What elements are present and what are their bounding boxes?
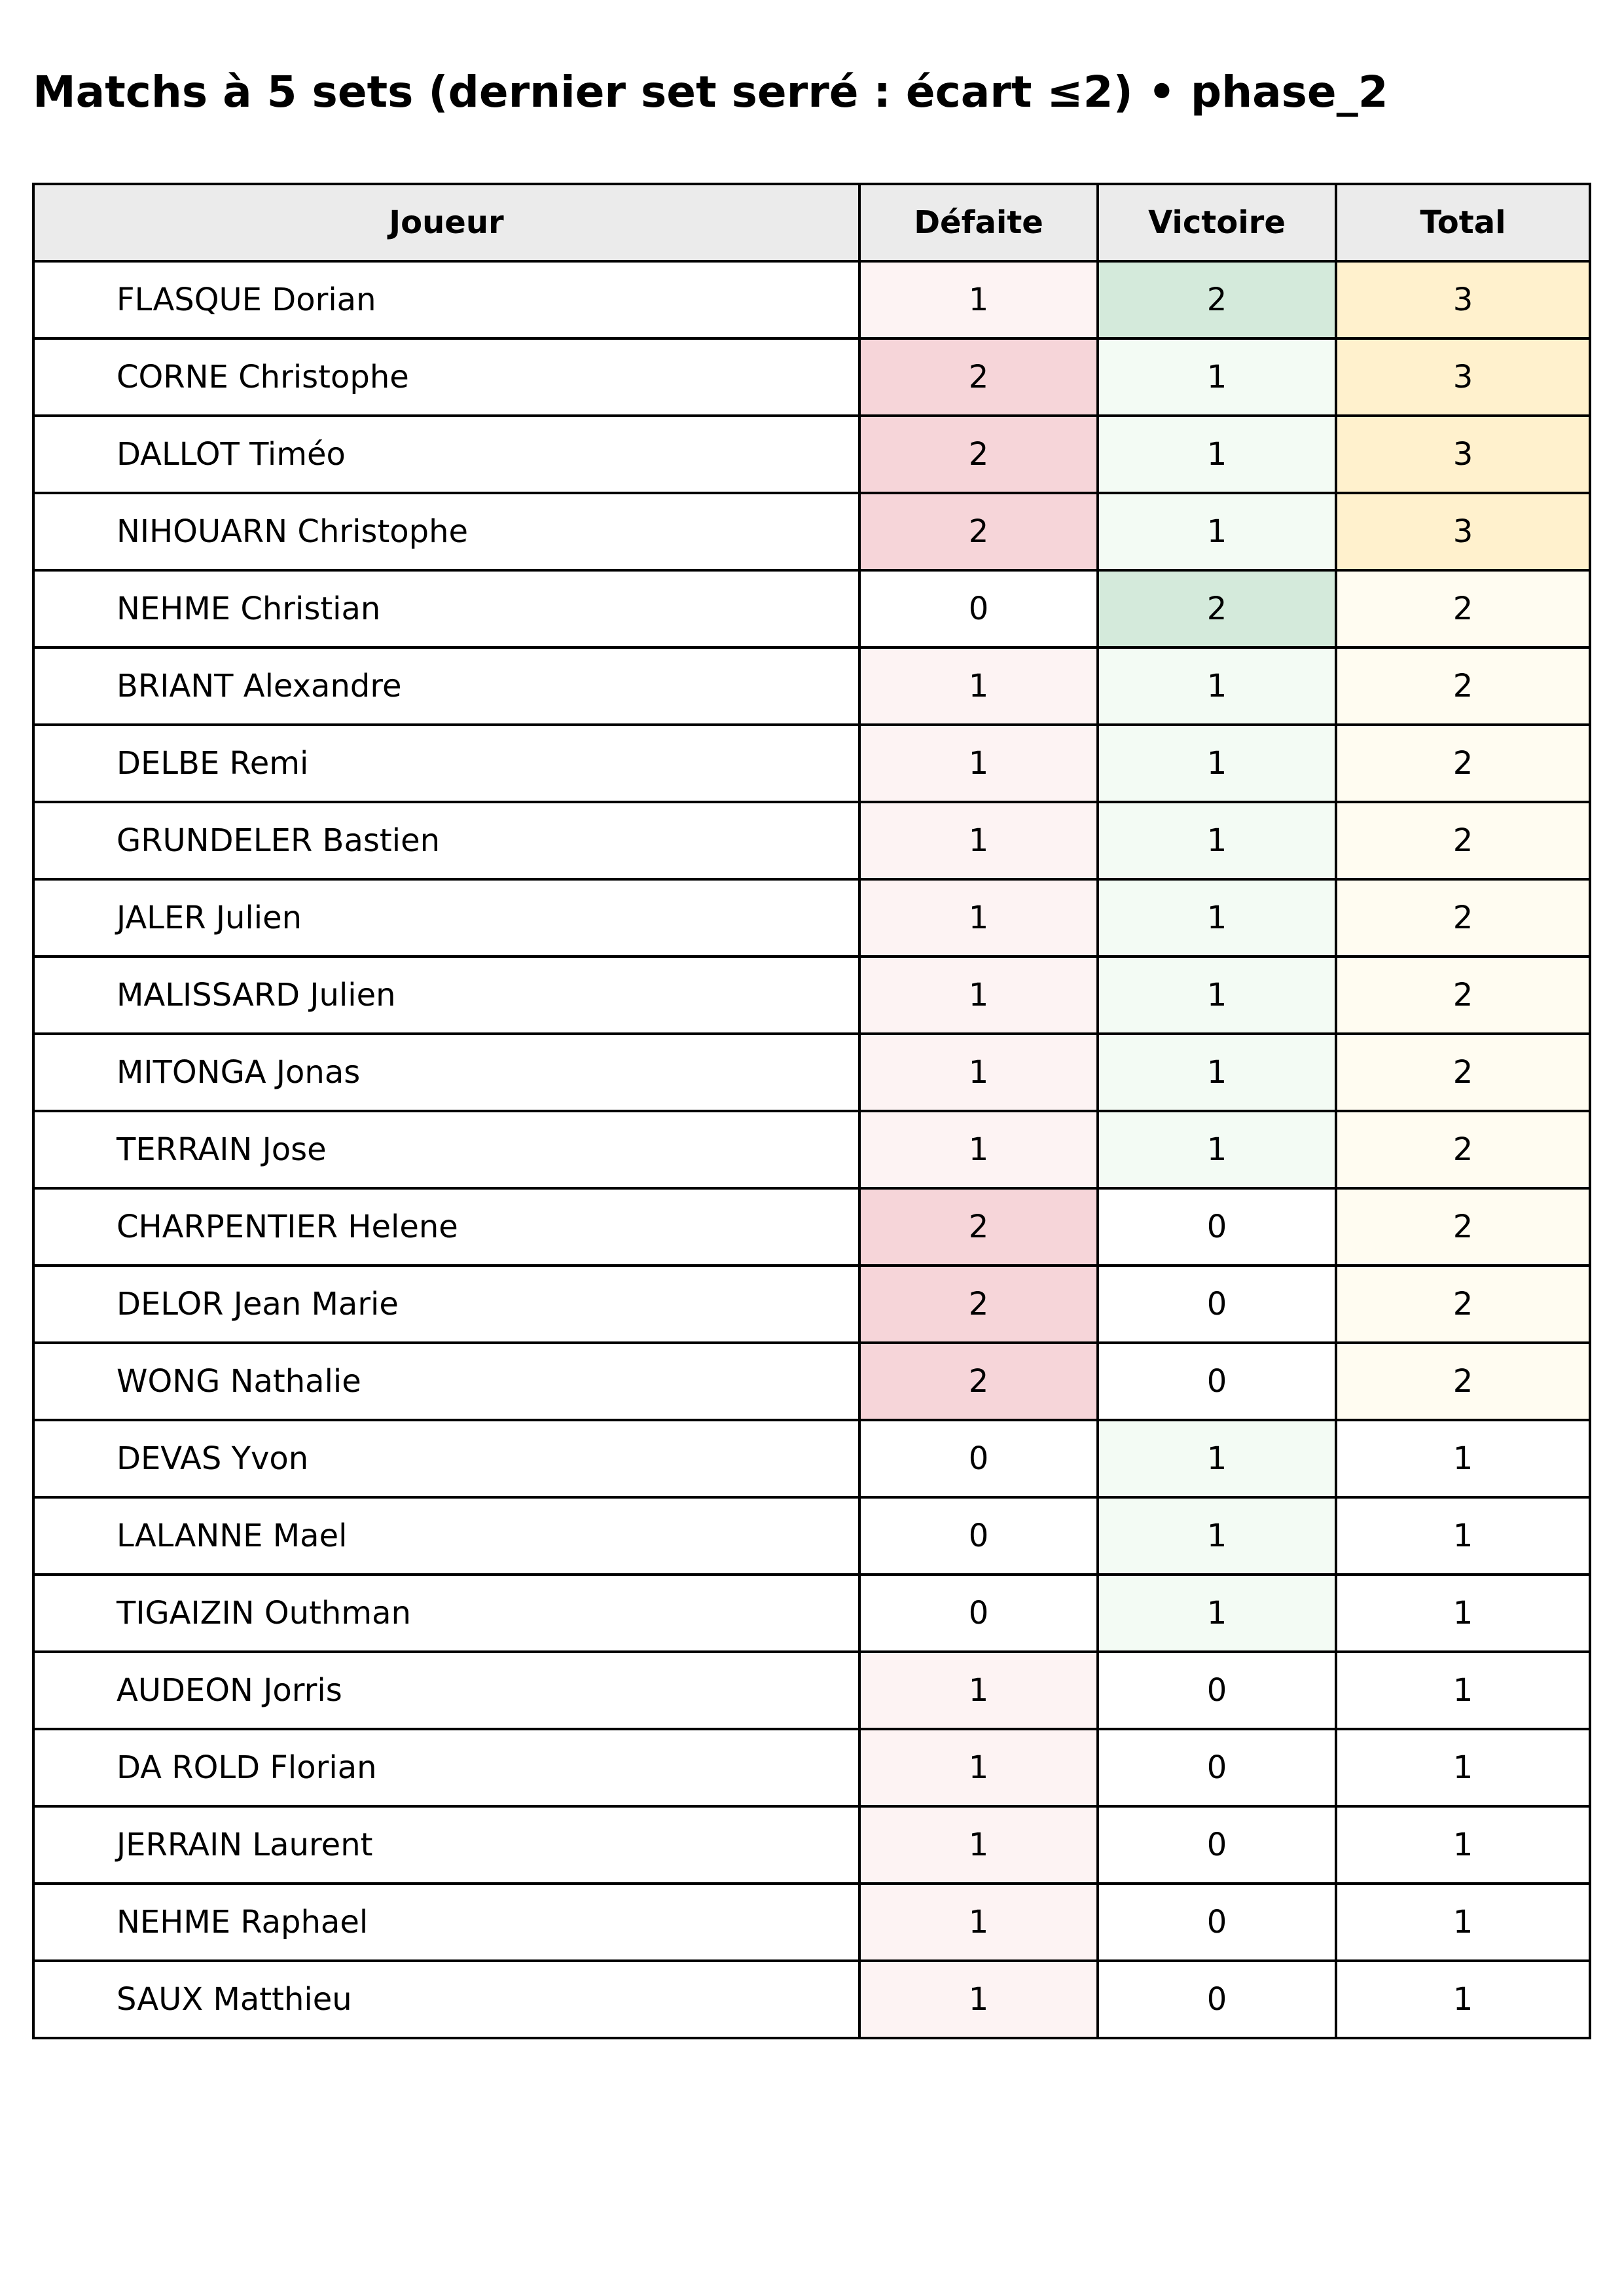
player-name-cell: AUDEON Jorris (33, 1652, 859, 1729)
player-name-cell: CORNE Christophe (33, 338, 859, 416)
results-table (32, 183, 1591, 2039)
table-row (33, 261, 1590, 338)
table-row (33, 957, 1590, 1034)
table-row (33, 1034, 1590, 1111)
table-row (33, 802, 1590, 879)
victory-cell: 0 (1098, 1188, 1336, 1266)
table-row (33, 1420, 1590, 1497)
player-name-cell: JALER Julien (33, 879, 859, 957)
victory-cell: 1 (1098, 1420, 1336, 1497)
table-row (33, 1961, 1590, 2038)
total-cell: 2 (1336, 1266, 1590, 1343)
table-row (33, 1111, 1590, 1188)
table-row (33, 647, 1590, 725)
player-name-cell: DEVAS Yvon (33, 1420, 859, 1497)
total-cell: 3 (1336, 338, 1590, 416)
defeat-cell: 1 (859, 802, 1098, 879)
defeat-cell: 1 (859, 1884, 1098, 1961)
total-cell: 2 (1336, 647, 1590, 725)
total-cell: 1 (1336, 1806, 1590, 1884)
defeat-cell: 1 (859, 1806, 1098, 1884)
table-row (33, 1266, 1590, 1343)
player-name-cell: CHARPENTIER Helene (33, 1188, 859, 1266)
total-cell: 2 (1336, 1034, 1590, 1111)
table-row (33, 1188, 1590, 1266)
defeat-cell: 1 (859, 647, 1098, 725)
victory-cell: 1 (1098, 1575, 1336, 1652)
defeat-cell: 2 (859, 1343, 1098, 1420)
table-row (33, 1729, 1590, 1806)
victory-cell: 1 (1098, 725, 1336, 802)
total-cell: 2 (1336, 879, 1590, 957)
defeat-cell: 1 (859, 879, 1098, 957)
total-cell: 2 (1336, 1111, 1590, 1188)
table-row (33, 1343, 1590, 1420)
victory-cell: 1 (1098, 1111, 1336, 1188)
table-row (33, 570, 1590, 647)
victory-cell: 1 (1098, 957, 1336, 1034)
victory-cell: 0 (1098, 1343, 1336, 1420)
total-cell: 1 (1336, 1420, 1590, 1497)
player-name-cell: NEHME Christian (33, 570, 859, 647)
page-title: Matchs à 5 sets (dernier set serré : écart ≤2) • phase_2 (33, 67, 1388, 117)
table-row (33, 416, 1590, 493)
player-name-cell: TIGAIZIN Outhman (33, 1575, 859, 1652)
victory-cell: 1 (1098, 338, 1336, 416)
player-name-cell: MALISSARD Julien (33, 957, 859, 1034)
defeat-cell: 1 (859, 1729, 1098, 1806)
player-name-cell: MITONGA Jonas (33, 1034, 859, 1111)
player-name-cell: DELOR Jean Marie (33, 1266, 859, 1343)
player-name-cell: NEHME Raphael (33, 1884, 859, 1961)
total-cell: 2 (1336, 802, 1590, 879)
total-cell: 1 (1336, 1729, 1590, 1806)
total-cell: 3 (1336, 261, 1590, 338)
defeat-cell: 1 (859, 957, 1098, 1034)
total-cell: 2 (1336, 1343, 1590, 1420)
table-row (33, 879, 1590, 957)
player-name-cell: DALLOT Timéo (33, 416, 859, 493)
player-name-cell: GRUNDELER Bastien (33, 802, 859, 879)
defeat-cell: 0 (859, 1420, 1098, 1497)
defeat-cell: 2 (859, 1266, 1098, 1343)
player-name-cell: TERRAIN Jose (33, 1111, 859, 1188)
defeat-cell: 2 (859, 416, 1098, 493)
player-name-cell: NIHOUARN Christophe (33, 493, 859, 570)
victory-cell: 2 (1098, 570, 1336, 647)
table-row (33, 338, 1590, 416)
table-row (33, 493, 1590, 570)
defeat-cell: 1 (859, 1652, 1098, 1729)
defeat-cell: 0 (859, 1575, 1098, 1652)
total-cell: 2 (1336, 725, 1590, 802)
victory-cell: 0 (1098, 1961, 1336, 2038)
victory-cell: 0 (1098, 1884, 1336, 1961)
total-cell: 1 (1336, 1961, 1590, 2038)
defeat-cell: 2 (859, 493, 1098, 570)
table-header-row (33, 184, 1590, 261)
victory-cell: 1 (1098, 493, 1336, 570)
player-name-cell: WONG Nathalie (33, 1343, 859, 1420)
column-header-victory: Victoire (1098, 184, 1336, 261)
total-cell: 3 (1336, 416, 1590, 493)
total-cell: 2 (1336, 570, 1590, 647)
victory-cell: 1 (1098, 802, 1336, 879)
player-name-cell: DA ROLD Florian (33, 1729, 859, 1806)
victory-cell: 2 (1098, 261, 1336, 338)
defeat-cell: 1 (859, 261, 1098, 338)
table-row (33, 1652, 1590, 1729)
victory-cell: 0 (1098, 1806, 1336, 1884)
defeat-cell: 0 (859, 570, 1098, 647)
victory-cell: 0 (1098, 1266, 1336, 1343)
player-name-cell: FLASQUE Dorian (33, 261, 859, 338)
table-row (33, 1884, 1590, 1961)
table-row (33, 1497, 1590, 1575)
victory-cell: 1 (1098, 879, 1336, 957)
table-row (33, 725, 1590, 802)
player-name-cell: JERRAIN Laurent (33, 1806, 859, 1884)
victory-cell: 1 (1098, 1034, 1336, 1111)
defeat-cell: 1 (859, 1034, 1098, 1111)
victory-cell: 1 (1098, 647, 1336, 725)
player-name-cell: DELBE Remi (33, 725, 859, 802)
total-cell: 1 (1336, 1497, 1590, 1575)
victory-cell: 1 (1098, 416, 1336, 493)
total-cell: 1 (1336, 1652, 1590, 1729)
defeat-cell: 0 (859, 1497, 1098, 1575)
table-body (33, 261, 1590, 2038)
table-row (33, 1806, 1590, 1884)
victory-cell: 1 (1098, 1497, 1336, 1575)
defeat-cell: 1 (859, 1961, 1098, 2038)
player-name-cell: BRIANT Alexandre (33, 647, 859, 725)
total-cell: 2 (1336, 1188, 1590, 1266)
player-name-cell: LALANNE Mael (33, 1497, 859, 1575)
total-cell: 1 (1336, 1575, 1590, 1652)
column-header-defeat: Défaite (859, 184, 1098, 261)
table-row (33, 1575, 1590, 1652)
victory-cell: 0 (1098, 1652, 1336, 1729)
column-header-player: Joueur (33, 184, 859, 261)
total-cell: 3 (1336, 493, 1590, 570)
defeat-cell: 1 (859, 1111, 1098, 1188)
column-header-total: Total (1336, 184, 1590, 261)
player-name-cell: SAUX Matthieu (33, 1961, 859, 2038)
defeat-cell: 2 (859, 338, 1098, 416)
total-cell: 1 (1336, 1884, 1590, 1961)
defeat-cell: 2 (859, 1188, 1098, 1266)
victory-cell: 0 (1098, 1729, 1336, 1806)
total-cell: 2 (1336, 957, 1590, 1034)
defeat-cell: 1 (859, 725, 1098, 802)
